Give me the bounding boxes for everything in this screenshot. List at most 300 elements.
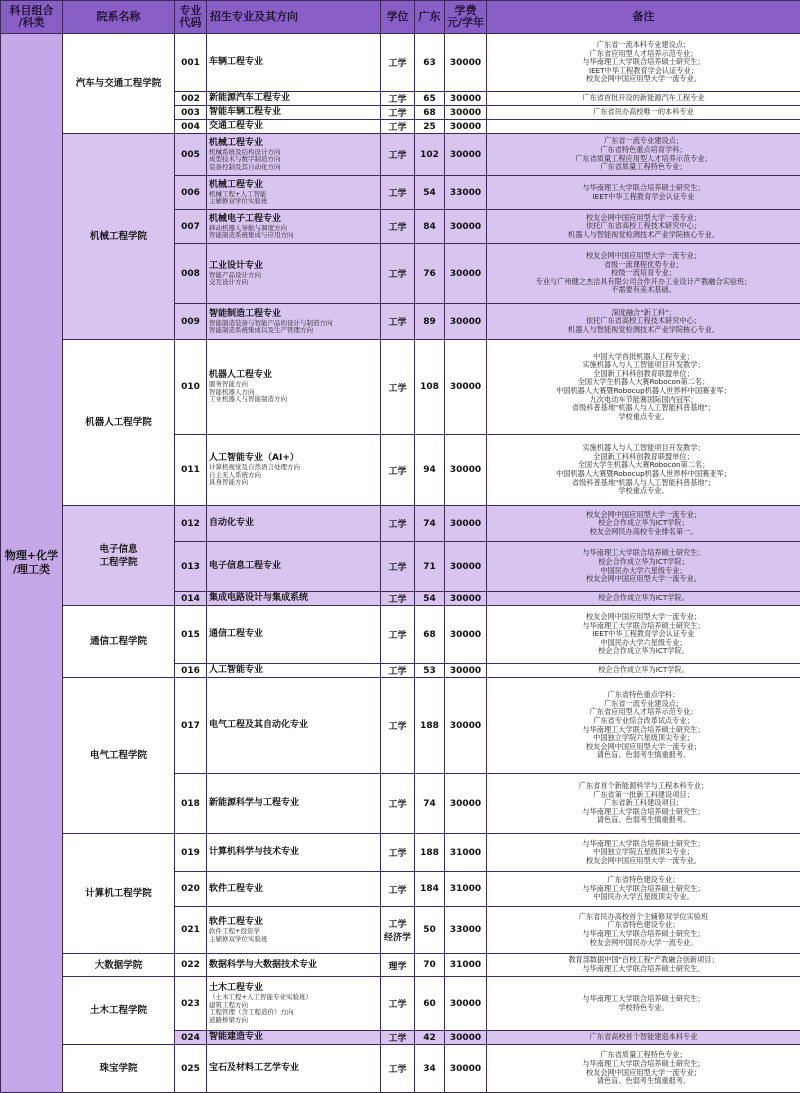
- degree: [381, 120, 415, 134]
- major-direction: 计算机视觉及自然语言处理方向: [209, 464, 380, 472]
- note-line: 广东省特色重点学科；: [487, 691, 800, 700]
- guangdong-quota: 34: [415, 1045, 445, 1093]
- degree: [381, 304, 415, 340]
- major-code: 012: [175, 506, 207, 542]
- major-cell: [207, 542, 381, 592]
- major-cell: [207, 678, 381, 774]
- school-name-line: 土木工程学院: [63, 1004, 174, 1017]
- guangdong-quota: 60: [415, 977, 445, 1031]
- notes-cell: [487, 304, 800, 340]
- guangdong-quota: 25: [415, 120, 445, 134]
- note-line: 校友会网中国应用型大学一流专业；: [487, 252, 800, 261]
- major-code: 014: [175, 592, 207, 606]
- note-line: 学校特色专业。: [487, 1004, 800, 1013]
- note-line: 广东省第一批新工科建设项目；: [487, 791, 800, 800]
- school-name: [63, 834, 175, 954]
- major-cell: [207, 34, 381, 92]
- major-direction: 工业机器人与智能制造方向: [209, 396, 380, 404]
- school-name: [63, 340, 175, 506]
- major-direction: 软件工程+投资学: [209, 928, 380, 936]
- tuition-fee: 30000: [445, 210, 487, 244]
- guangdong-quota: 94: [415, 435, 445, 506]
- notes-cell: [487, 592, 800, 606]
- major-direction: 道路桥梁方向: [209, 1017, 380, 1025]
- degree-line: 工学: [381, 592, 414, 605]
- guangdong-quota: 84: [415, 210, 445, 244]
- note-line: IEET中华工程教育学会认证专业: [487, 193, 800, 202]
- major-direction: 装备控制及其自动化方向: [209, 164, 380, 172]
- header-major: 招生专业及其方向: [207, 1, 381, 34]
- note-line: 校企合作成立华为ICT学院。: [487, 594, 800, 603]
- major-direction: 具身智能方向: [209, 479, 380, 487]
- subject-group-label: /理工类: [1, 563, 62, 577]
- major-direction: 移动机器人导航与调度方向: [209, 225, 380, 233]
- major-direction: 主辅修双学位实验班: [209, 198, 380, 206]
- note-line: 广东省新工科建设项目；: [487, 799, 800, 808]
- guangdong-quota: 68: [415, 106, 445, 120]
- school-name-line: 机器人工程学院: [63, 416, 174, 429]
- tuition-fee: 33000: [445, 176, 487, 210]
- major-cell: [207, 907, 381, 954]
- major-cell: [207, 872, 381, 907]
- degree-line: 工学: [381, 628, 414, 641]
- degree: [381, 664, 415, 678]
- note-line: 中国大学首批机器人工程专业；: [487, 353, 800, 362]
- degree-line: 工学: [381, 797, 414, 810]
- major-direction: 服务智能方向: [209, 381, 380, 389]
- note-line: 全国新工科科创教育联盟单位；: [487, 453, 800, 462]
- guangdong-quota: 188: [415, 678, 445, 774]
- note-line: 校企合作成立华为ICT学院；: [487, 519, 800, 528]
- major-name: 机器人工程专业: [209, 370, 380, 381]
- major-name: 电子信息工程专业: [209, 561, 380, 572]
- note-line: 校友会网中国应用型大学一流专业。: [487, 75, 800, 84]
- note-line: 与华南理工大学联合培养硕士研究生；: [487, 995, 800, 1004]
- note-line: 广东省一流本科专业建设点；: [487, 41, 800, 50]
- major-code: 017: [175, 678, 207, 774]
- note-line: IEET中华工程教育学会认证专业；: [487, 67, 800, 76]
- degree-line: 工学: [381, 315, 414, 328]
- school-name: [63, 506, 175, 606]
- degree: [381, 210, 415, 244]
- major-name: 通信工程专业: [209, 629, 380, 640]
- guangdong-quota: 42: [415, 1031, 445, 1045]
- subject-group-label: 物理+化学: [1, 549, 62, 563]
- degree: [381, 678, 415, 774]
- major-code: 019: [175, 834, 207, 872]
- guangdong-quota: 50: [415, 907, 445, 954]
- school-name-line: 电子信息: [63, 543, 174, 556]
- table-row: [1, 340, 800, 435]
- major-cell: [207, 1031, 381, 1045]
- major-cell: [207, 1045, 381, 1093]
- notes-cell: [487, 176, 800, 210]
- major-direction: 交互设计方向: [209, 279, 380, 287]
- school-name: [63, 977, 175, 1045]
- note-line: 校友会网中国民办大学一流专业。: [487, 939, 800, 948]
- major-name: 新能源科学与工程专业: [209, 798, 380, 809]
- school-name-line: 珠宝学院: [63, 1062, 174, 1075]
- note-line: 不需要有美术基础。: [487, 286, 800, 295]
- degree-line: 工学: [381, 1062, 414, 1075]
- header-notes: 备注: [487, 1, 800, 34]
- note-line: 与华南理工大学联合培养硕士研究生。: [487, 965, 800, 974]
- note-line: 广东省质量工程特色专业；: [487, 163, 800, 172]
- tuition-fee: 30000: [445, 34, 487, 92]
- degree-line: 工学: [381, 120, 414, 133]
- major-direction: 工程管理（含工程造价）方向: [209, 1009, 380, 1017]
- major-name: 智能建造专业: [209, 1032, 380, 1043]
- tuition-fee: 30000: [445, 977, 487, 1031]
- note-line: 中国独立学院五星级顶尖专业；: [487, 848, 800, 857]
- notes-cell: [487, 106, 800, 120]
- note-line: 请色盲、色弱考生慎重报考。: [487, 1077, 800, 1086]
- major-code: 006: [175, 176, 207, 210]
- subject-group-cell: [1, 34, 63, 1093]
- note-line: 校友会网中国应用型大学一流专业；: [487, 613, 800, 622]
- major-code: 002: [175, 92, 207, 106]
- notes-cell: [487, 34, 800, 92]
- degree: [381, 872, 415, 907]
- note-line: 广东省首批开设的新能源汽车工程专业: [487, 94, 800, 103]
- major-cell: [207, 592, 381, 606]
- tuition-fee: 30000: [445, 134, 487, 176]
- major-cell: [207, 106, 381, 120]
- tuition-fee: 33000: [445, 907, 487, 954]
- guangdong-quota: 74: [415, 774, 445, 834]
- major-cell: [207, 244, 381, 304]
- degree: [381, 106, 415, 120]
- header-guangdong: 广东: [415, 1, 445, 34]
- degree: [381, 774, 415, 834]
- notes-cell: [487, 834, 800, 872]
- notes-cell: [487, 1045, 800, 1093]
- degree: [381, 592, 415, 606]
- notes-cell: [487, 134, 800, 176]
- degree-line: 工学: [381, 464, 414, 477]
- note-line: 广东省高校首个智能建造本科专业: [487, 1033, 800, 1042]
- degree-line: 工学: [381, 92, 414, 105]
- school-name-line: 工程学院: [63, 556, 174, 569]
- note-line: 与华南理工大学联合培养硕士研究生；: [487, 885, 800, 894]
- note-line: 广东省一流专业建设点；: [487, 700, 800, 709]
- major-name: 交通工程专业: [209, 121, 380, 132]
- note-line: IEET中华工程教育学会认证专业: [487, 630, 800, 639]
- tuition-fee: 30000: [445, 304, 487, 340]
- degree: [381, 606, 415, 664]
- note-line: 校级一流培育专业；: [487, 269, 800, 278]
- header-row: [1, 1, 800, 34]
- header-code: 专业 代码: [175, 1, 207, 34]
- degree: [381, 1045, 415, 1093]
- major-code: 015: [175, 606, 207, 664]
- notes-cell: [487, 774, 800, 834]
- tuition-fee: 30000: [445, 1031, 487, 1045]
- degree-line: 工学: [381, 664, 414, 677]
- major-cell: [207, 134, 381, 176]
- guangdong-quota: 53: [415, 664, 445, 678]
- note-line: 广东省特色建设专业；: [487, 921, 800, 930]
- tuition-fee: 30000: [445, 435, 487, 506]
- major-direction: 智能制造装备与智能产品的设计与制造方向: [209, 320, 380, 328]
- table-row: [1, 506, 800, 542]
- tuition-fee: 30000: [445, 506, 487, 542]
- major-direction: 主辅修双学位实验班: [209, 936, 380, 944]
- guangdong-quota: 74: [415, 506, 445, 542]
- degree: [381, 954, 415, 977]
- major-name: 人工智能专业: [209, 665, 380, 676]
- note-line: 校企合作成立华为ICT学院。: [487, 647, 800, 656]
- major-name: 工业设计专业: [209, 261, 380, 272]
- degree-line: 工学: [381, 997, 414, 1010]
- note-line: 中国机器人大赛暨Robocup机器人世界杯中国赛亚军；: [487, 470, 800, 479]
- notes-cell: [487, 977, 800, 1031]
- notes-cell: [487, 92, 800, 106]
- degree-line: 经济学: [381, 930, 414, 943]
- degree-line: 工学: [381, 1031, 414, 1044]
- note-line: 九次电动车节能赛国际国内冠军；: [487, 396, 800, 405]
- school-name-line: 计算机工程学院: [63, 887, 174, 900]
- major-code: 004: [175, 120, 207, 134]
- major-code: 018: [175, 774, 207, 834]
- major-direction: （土木工程+人工智能专业实验班）: [209, 994, 380, 1002]
- guangdong-quota: 63: [415, 34, 445, 92]
- table-row: [1, 1045, 800, 1093]
- degree: [381, 1031, 415, 1045]
- major-cell: [207, 664, 381, 678]
- degree: [381, 176, 415, 210]
- major-cell: [207, 176, 381, 210]
- major-name: 宝石及材料工艺学专业: [209, 1063, 380, 1074]
- note-line: 校友会网中国应用型大学一流专业；: [487, 1069, 800, 1078]
- note-line: 与华南理工大学联合培养硕士研究生；: [487, 1060, 800, 1069]
- major-name: 电气工程及其自动化专业: [209, 720, 380, 731]
- major-code: 007: [175, 210, 207, 244]
- notes-cell: [487, 120, 800, 134]
- table-row: [1, 34, 800, 92]
- degree: [381, 340, 415, 435]
- note-line: 实施机器人与人工智能项目开发教学；: [487, 361, 800, 370]
- school-name: [63, 954, 175, 977]
- guangdong-quota: 184: [415, 872, 445, 907]
- degree: [381, 506, 415, 542]
- tuition-fee: 31000: [445, 834, 487, 872]
- table-row: [1, 834, 800, 872]
- table-row: [1, 977, 800, 1031]
- major-cell: [207, 977, 381, 1031]
- tuition-fee: 30000: [445, 340, 487, 435]
- major-name: 土木工程专业: [209, 983, 380, 994]
- note-line: 请色盲、色弱考生慎重报考。: [487, 816, 800, 825]
- major-code: 005: [175, 134, 207, 176]
- note-line: 广东省特色重点培育学科；: [487, 146, 800, 155]
- degree-line: 工学: [381, 846, 414, 859]
- note-line: 广东省民办高校唯一的本科专业: [487, 108, 800, 117]
- tuition-fee: 31000: [445, 872, 487, 907]
- tuition-fee: 30000: [445, 106, 487, 120]
- major-direction: 智能制造系统集成以及生产管理方向: [209, 327, 380, 335]
- major-name: 车辆工程专业: [209, 57, 380, 68]
- note-line: 中国民办大学六星级专业；: [487, 567, 800, 576]
- header-subject: 科目组合 /科类: [1, 1, 63, 34]
- degree-line: 理学: [381, 959, 414, 972]
- major-code: 010: [175, 340, 207, 435]
- header-fee: 学费 元/学年: [445, 1, 487, 34]
- note-line: 教育部数据中国"百校工程"产教融合创新项目；: [487, 956, 800, 965]
- note-line: 全国大学生机器人大赛Robocon第二名；: [487, 461, 800, 470]
- table-row: [1, 134, 800, 176]
- school-name: [63, 606, 175, 678]
- major-direction: 智能机器人方向: [209, 389, 380, 397]
- degree-line: 工学: [381, 220, 414, 233]
- notes-cell: [487, 435, 800, 506]
- school-name-line: 汽车与交通工程学院: [63, 77, 174, 90]
- tuition-fee: 30000: [445, 542, 487, 592]
- notes-cell: [487, 506, 800, 542]
- note-line: 广东省民办高校首个主辅修双学位实验班: [487, 913, 800, 922]
- major-name: 软件工程专业: [209, 884, 380, 895]
- note-line: 机器人与智能视觉检测技术产业学院核心专业。: [487, 326, 800, 335]
- guangdong-quota: 54: [415, 592, 445, 606]
- guangdong-quota: 65: [415, 92, 445, 106]
- guangdong-quota: 188: [415, 834, 445, 872]
- degree-line: 工学: [381, 56, 414, 69]
- school-name-line: 通信工程学院: [63, 635, 174, 648]
- notes-cell: [487, 872, 800, 907]
- major-cell: [207, 210, 381, 244]
- degree-line: 工学: [381, 106, 414, 119]
- tuition-fee: 30000: [445, 244, 487, 304]
- note-line: 广东省质量工程应用型人才培养示范专业；: [487, 155, 800, 164]
- school-name: [63, 134, 175, 340]
- guangdong-quota: 68: [415, 606, 445, 664]
- note-line: 校友会网民办高校专业排名第一。: [487, 528, 800, 537]
- major-name: 智能制造工程专业: [209, 309, 380, 320]
- major-name: 集成电路设计与集成系统: [209, 593, 380, 604]
- tuition-fee: 30000: [445, 664, 487, 678]
- major-code: 011: [175, 435, 207, 506]
- degree: [381, 435, 415, 506]
- major-name: 新能源汽车工程专业: [209, 93, 380, 104]
- major-code: 001: [175, 34, 207, 92]
- note-line: 广东省特色建设专业；: [487, 876, 800, 885]
- major-cell: [207, 606, 381, 664]
- note-line: 与华南理工大学联合培养硕士研究生；: [487, 726, 800, 735]
- guangdong-quota: 76: [415, 244, 445, 304]
- major-cell: [207, 435, 381, 506]
- major-direction: 机械工程+人工智能: [209, 191, 380, 199]
- note-line: 与华南理工大学联合培养硕士研究生；: [487, 58, 800, 67]
- school-name-line: 电气工程学院: [63, 749, 174, 762]
- major-code: 013: [175, 542, 207, 592]
- school-name-line: 大数据学院: [63, 959, 174, 972]
- major-direction: 机械系统及结构设计方向: [209, 149, 380, 157]
- tuition-fee: 31000: [445, 954, 487, 977]
- degree: [381, 134, 415, 176]
- degree-line: 工学: [381, 560, 414, 573]
- tuition-fee: 30000: [445, 120, 487, 134]
- major-direction: 智能制造系统集成与应用方向: [209, 232, 380, 240]
- note-line: 省级科普基地"机器人与人工智能科普基地"；: [487, 404, 800, 413]
- major-name: 计算机科学与技术专业: [209, 847, 380, 858]
- note-line: 省级科普基地"机器人与人工智能科普基地"；: [487, 479, 800, 488]
- note-line: 学校重点专业。: [487, 413, 800, 422]
- major-code: 009: [175, 304, 207, 340]
- major-name: 机械电子工程专业: [209, 214, 380, 225]
- major-code: 022: [175, 954, 207, 977]
- major-code: 008: [175, 244, 207, 304]
- note-line: 广东省专业综合改革试点专业；: [487, 717, 800, 726]
- tuition-fee: 30000: [445, 1045, 487, 1093]
- degree: [381, 834, 415, 872]
- major-direction: 成型技术与数字制造方向: [209, 156, 380, 164]
- guangdong-quota: 70: [415, 954, 445, 977]
- major-name: 自动化专业: [209, 518, 380, 529]
- degree-line: 工学: [381, 267, 414, 280]
- note-line: 校友会网中国应用型大学一流专业。: [487, 857, 800, 866]
- major-cell: [207, 834, 381, 872]
- major-code: 020: [175, 872, 207, 907]
- note-line: 与华南理工大学联合培养硕士研究生；: [487, 184, 800, 193]
- note-line: 广东省一流专业建设点；: [487, 137, 800, 146]
- degree: [381, 542, 415, 592]
- note-line: 广东省质量工程特色专业；: [487, 1051, 800, 1060]
- school-name-line: 机械工程学院: [63, 230, 174, 243]
- notes-cell: [487, 210, 800, 244]
- note-line: 省级一流课程优势专业；: [487, 261, 800, 270]
- guangdong-quota: 108: [415, 340, 445, 435]
- degree-line: 工学: [381, 883, 414, 896]
- notes-cell: [487, 954, 800, 977]
- major-cell: [207, 304, 381, 340]
- note-line: 校友会网中国应用型大学一流专业。: [487, 575, 800, 584]
- degree: [381, 244, 415, 304]
- major-direction: 智能产品设计方向: [209, 272, 380, 280]
- major-cell: [207, 92, 381, 106]
- guangdong-quota: 54: [415, 176, 445, 210]
- notes-cell: [487, 542, 800, 592]
- major-code: 025: [175, 1045, 207, 1093]
- notes-cell: [487, 1031, 800, 1045]
- note-line: 广东省应用型人才培养示范专业；: [487, 50, 800, 59]
- notes-cell: [487, 340, 800, 435]
- note-line: 中国机器人大赛暨Robocup机器人世界杯中国赛亚军；: [487, 387, 800, 396]
- guangdong-quota: 102: [415, 134, 445, 176]
- notes-cell: [487, 664, 800, 678]
- major-direction: 建筑工程方向: [209, 1002, 380, 1010]
- major-cell: [207, 954, 381, 977]
- note-line: 与华南理工大学联合培养硕士研究生；: [487, 808, 800, 817]
- note-line: 广东省应用型人才培养示范专业；: [487, 708, 800, 717]
- note-line: 广东省首个新能源科学与工程本科专业；: [487, 782, 800, 791]
- major-name: 机械工程专业: [209, 138, 380, 149]
- note-line: 校友会网中国应用型大学一流专业；: [487, 511, 800, 520]
- major-name: 智能车辆工程专业: [209, 107, 380, 118]
- note-line: 中国民办大学六星级专业；: [487, 639, 800, 648]
- major-code: 016: [175, 664, 207, 678]
- notes-cell: [487, 606, 800, 664]
- school-name: [63, 1045, 175, 1093]
- note-line: 与华南理工大学联合培养硕士研究生；: [487, 549, 800, 558]
- note-line: 深度融合"新工科"；: [487, 309, 800, 318]
- note-line: 依托广东省高校工程技术研究中心；: [487, 222, 800, 231]
- major-cell: [207, 506, 381, 542]
- degree-line: 工学: [381, 148, 414, 161]
- table-row: [1, 954, 800, 977]
- degree: [381, 907, 415, 954]
- major-cell: [207, 340, 381, 435]
- tuition-fee: 30000: [445, 92, 487, 106]
